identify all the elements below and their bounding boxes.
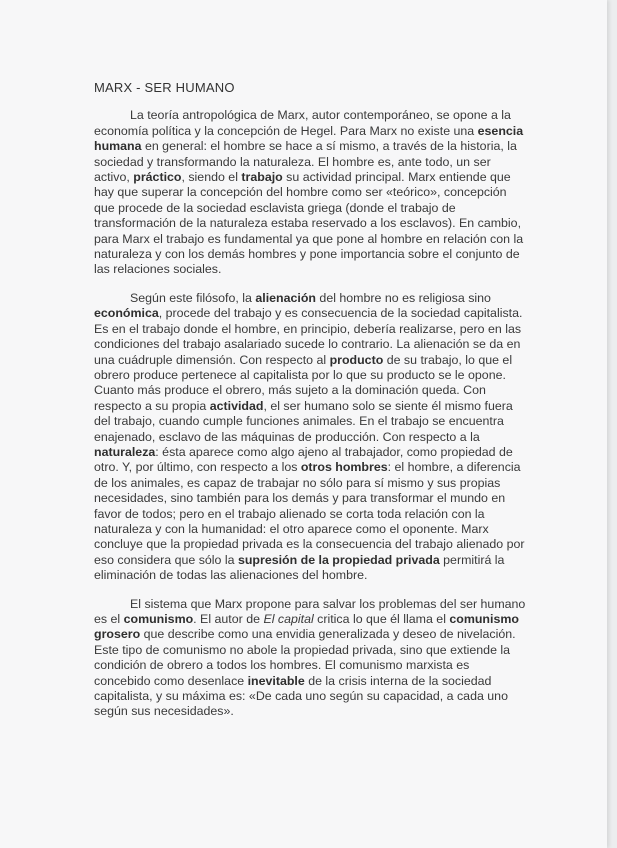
text-run: . El autor de: [193, 612, 264, 626]
text-run: su actividad principal. Marx entiende que hay que superar la concepción del hombre como ser «teórico», concepción que procede de la sociedad esclavista griega (donde el trabajo de transformación de la naturaleza estaba reservado a los esclavos). En cambio, para Marx el trabajo es fundamental ya que pone al hombre en relación con la naturaleza y con los demás hombres y pone importancia sobre el conjunto de las relaciones sociales.: [94, 170, 524, 277]
bold-term: naturaleza: [94, 444, 156, 459]
text-run: , siendo el: [181, 170, 242, 185]
text-run: del hombre no es religiosa sino: [315, 290, 491, 305]
document-title: MARX - SER HUMANO: [94, 80, 235, 95]
bold-term: comunismo grosero: [94, 612, 519, 642]
paragraphs-container: [94, 108, 526, 719]
text-run: de su trabajo, lo que el obrero produce pertenece al capitalista por lo que su producto se le opone. Cuanto más produce el obrero, más sujeto a la dominación queda. Con respecto a su propia: [94, 352, 513, 413]
bold-term: inevitable: [247, 673, 305, 688]
document-body: [94, 80, 526, 733]
text-run: de la crisis interna de la sociedad capitalista, y su máxima es: «De cada uno según su capacidad, a cada uno según sus necesidades».: [94, 673, 508, 719]
bold-term: alienación: [255, 290, 316, 305]
text-run: : ésta aparece como algo ajeno al trabajador, como propiedad de otro. Y, por último, con respecto a los: [94, 444, 513, 475]
bold-term: económica: [94, 306, 159, 321]
text-run: permitirá la eliminación de todas las alienaciones del hombre.: [94, 552, 505, 583]
bold-term: comunismo: [123, 612, 194, 626]
bold-term: trabajo: [241, 170, 283, 185]
bold-term: producto: [329, 352, 384, 367]
bold-term: otros hombres: [300, 460, 388, 475]
paragraph-1: [94, 108, 526, 277]
text-run: que describe como una envidia generalizada y deseo de nivelación. Este tipo de comunismo no abole la propiedad privada, sino que extiende la condición de obrero a todos los hombres. El comunismo marxista es concebido como desenlace: [94, 627, 516, 688]
bold-term: supresión de la propiedad privada: [237, 552, 440, 567]
text-run: La teoría antropológica de Marx, autor contemporáneo, se opone a la economía política y la concepción de Hegel. Para Marx no existe una: [94, 108, 511, 138]
bold-term: práctico: [133, 170, 182, 185]
paragraph-2: [94, 291, 526, 584]
text-run: , el ser humano solo se siente él mismo fuera del trabajo, cuando cumple funciones animales. En el trabajo se encuentra enajenado, esclavo de las máquinas de producción. Con respecto a la: [94, 398, 513, 444]
text-run: Según este filósofo, la: [130, 290, 256, 305]
text-run: : el hombre, a diferencia de los animales, es capaz de trabajar no sólo para sí mismo y sus propias necesidades, sino también para los demás y para transformar el mundo en favor de todos; pero en el trabajo alienado se corta toda relación con la naturaleza y con la humanidad: el otro aparece como el oponente. Marx concluye que la propiedad privada es la consecuencia del trabajo alienado por eso considera que sólo la: [94, 460, 525, 567]
bold-term: esencia humana: [94, 123, 524, 154]
paragraph-3: [94, 597, 526, 720]
italic-term: El capital: [263, 612, 314, 626]
text-run: El sistema que Marx propone para salvar los problemas del ser humano es el: [94, 596, 526, 626]
text-run: critica lo que él llama el: [313, 612, 450, 626]
bold-term: actividad: [209, 398, 264, 413]
text-run: en general: el hombre se hace a sí mismo, a través de la historia, la sociedad y transformando la naturaleza. El hombre es, ante todo, un ser activo,: [94, 139, 517, 185]
text-run: , procede del trabajo y es consecuencia de la sociedad capitalista. Es en el trabajo donde el hombre, en principio, debería realizarse, pero en las condiciones del trabajo asalariado sucede lo contrario. La alienación se da en una cuádruple dimensión. Con respecto al: [94, 306, 523, 367]
